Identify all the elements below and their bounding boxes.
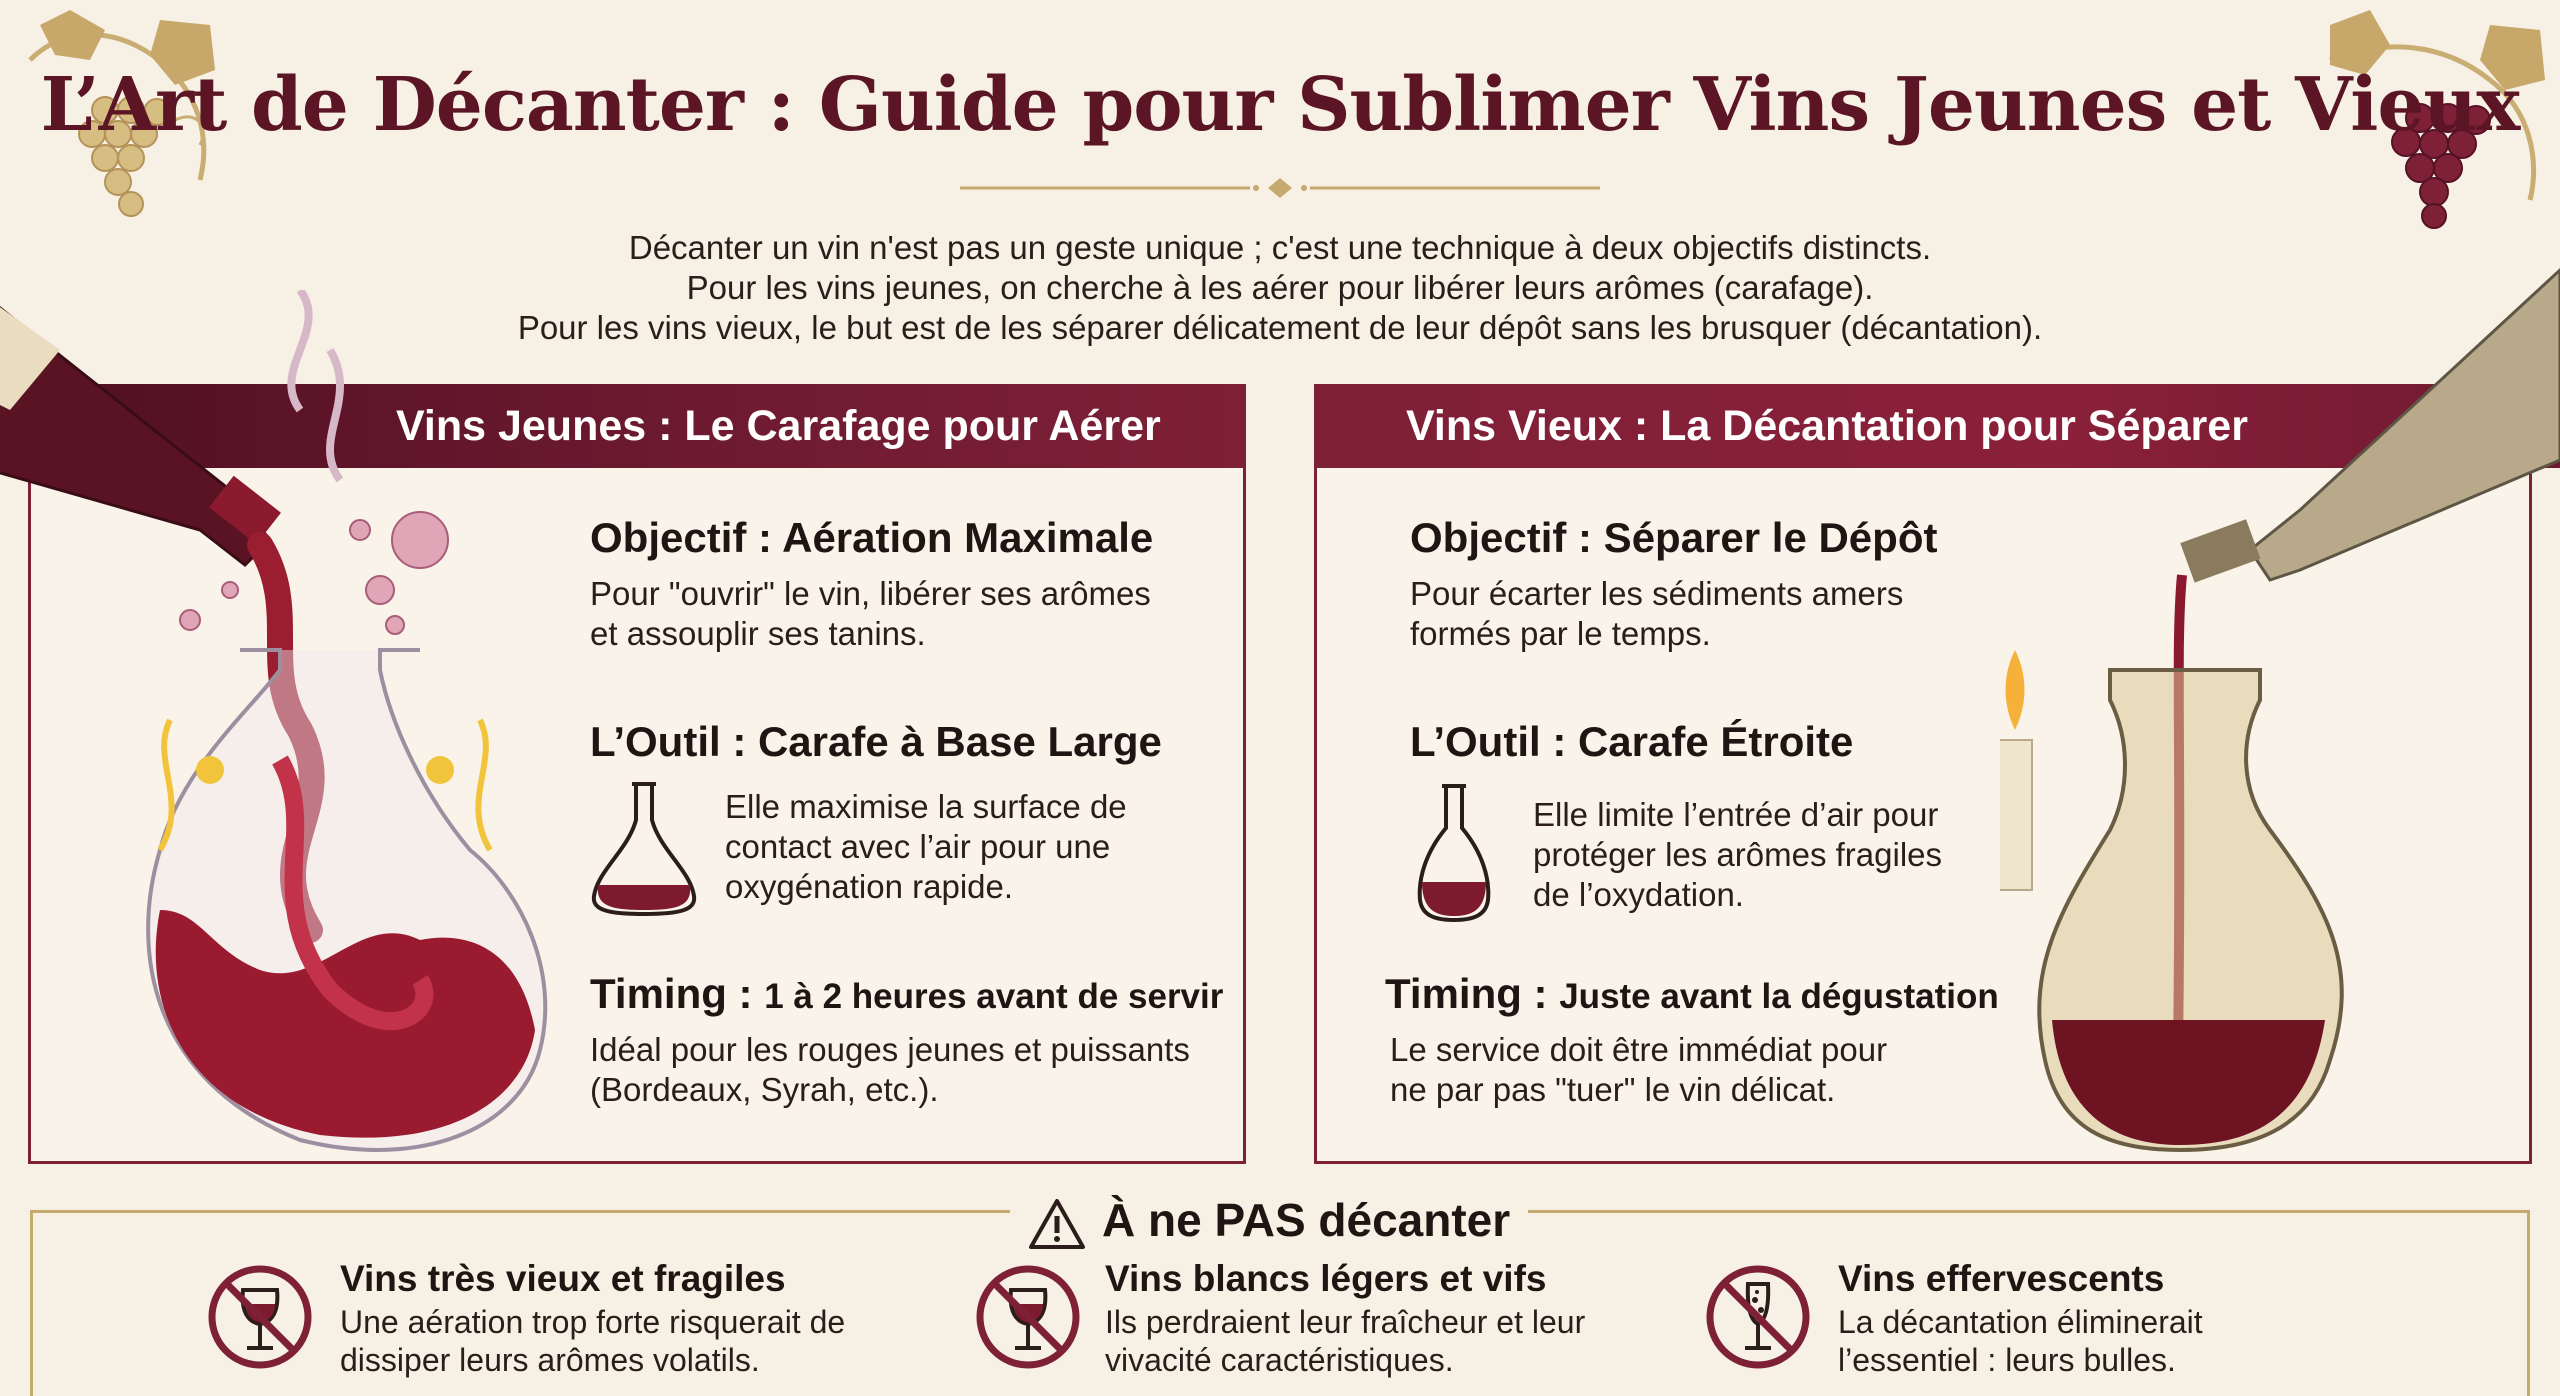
text-line: Pour "ouvrir" le vin, libérer ses arômes <box>590 575 1151 612</box>
wide-carafe-icon <box>588 780 700 918</box>
no-wine-glass-icon <box>205 1262 315 1372</box>
warning-item-text <box>1105 1303 1585 1379</box>
text-line: de l’oxydation. <box>1533 876 1744 913</box>
warning-item-text <box>340 1303 845 1379</box>
warning-item-title: Vins très vieux et fragiles <box>340 1258 786 1299</box>
old-timing-text <box>1390 1030 1887 1110</box>
timing-label: Timing : <box>1385 970 1548 1017</box>
old-tool-title: L’Outil : Carafe Étroite <box>1410 718 1854 765</box>
text-line: Le service doit être immédiat pour <box>1390 1031 1888 1068</box>
warning-item-text <box>1838 1303 2203 1379</box>
text-line: dissiper leurs arômes volatils. <box>340 1342 760 1378</box>
timing-label: Timing : <box>590 970 753 1017</box>
text-line: et assouplir ses tanins. <box>590 615 926 652</box>
old-wine-banner: Vins Vieux : La Décantation pour Séparer <box>1314 384 2560 468</box>
text-line: Une aération trop forte risquerait de <box>340 1304 846 1340</box>
young-timing-text <box>590 1030 1190 1110</box>
text-line: Pour écarter les sédiments amers <box>1410 575 1904 612</box>
text-line: l’essentiel : leurs bulles. <box>1838 1342 2176 1378</box>
timing-value: Juste avant la dégustation <box>1559 977 1999 1016</box>
text-line: oxygénation rapide. <box>725 868 1014 905</box>
text-line: contact avec l’air pour une <box>725 828 1111 865</box>
old-timing-title <box>1385 970 1999 1018</box>
warning-heading <box>1010 1185 1528 1255</box>
warning-item-title: Vins effervescents <box>1838 1258 2165 1299</box>
old-objective-text <box>1410 574 1903 654</box>
no-sparkling-glass-icon <box>1703 1262 1813 1372</box>
title-divider <box>960 178 1600 198</box>
text-line: Idéal pour les rouges jeunes et puissants <box>590 1031 1190 1068</box>
young-wine-banner: Vins Jeunes : Le Carafage pour Aérer <box>0 384 1246 468</box>
text-line: Ils perdraient leur fraîcheur et leur <box>1105 1304 1586 1340</box>
text-line: ne par pas "tuer" le vin délicat. <box>1390 1071 1836 1108</box>
intro-line: Pour les vins vieux, le but est de les séparer délicatement de leur dépôt sans les brusquer (décantation). <box>517 309 2043 346</box>
text-line: protéger les arômes fragiles <box>1533 836 1943 873</box>
narrow-carafe-icon <box>1412 782 1496 924</box>
warning-icon <box>1028 1198 1086 1250</box>
text-line: Elle limite l’entrée d’air pour <box>1533 796 1939 833</box>
young-tool-text <box>725 787 1127 907</box>
text-line: Elle maximise la surface de <box>725 788 1127 825</box>
text-line: vivacité caractéristiques. <box>1105 1342 1454 1378</box>
text-line: (Bordeaux, Syrah, etc.). <box>590 1071 939 1108</box>
young-timing-title <box>590 970 1223 1018</box>
narrow-decanter-illustration <box>2000 230 2560 1180</box>
old-tool-text <box>1533 795 1942 915</box>
wide-decanter-illustration <box>0 290 560 1180</box>
page-title: L’Art de Décanter : Guide pour Sublimer Vins Jeunes et Vieux <box>40 62 2520 148</box>
young-objective-title: Objectif : Aération Maximale <box>590 514 1154 561</box>
warning-item-title: Vins blancs légers et vifs <box>1105 1258 1547 1299</box>
no-wine-glass-icon <box>973 1262 1083 1372</box>
young-objective-text <box>590 574 1151 654</box>
intro-line: Pour les vins jeunes, on cherche à les aérer pour libérer leurs arômes (carafage). <box>686 269 1874 306</box>
text-line: formés par le temps. <box>1410 615 1711 652</box>
timing-value: 1 à 2 heures avant de servir <box>764 977 1224 1016</box>
warning-heading-text: À ne PAS décanter <box>1102 1194 1511 1246</box>
text-line: La décantation éliminerait <box>1838 1304 2203 1340</box>
old-objective-title: Objectif : Séparer le Dépôt <box>1410 514 1938 561</box>
young-tool-title: L’Outil : Carafe à Base Large <box>590 718 1162 765</box>
intro-line: Décanter un vin n'est pas un geste unique ; c'est une technique à deux objectifs distincts. <box>628 229 1932 266</box>
